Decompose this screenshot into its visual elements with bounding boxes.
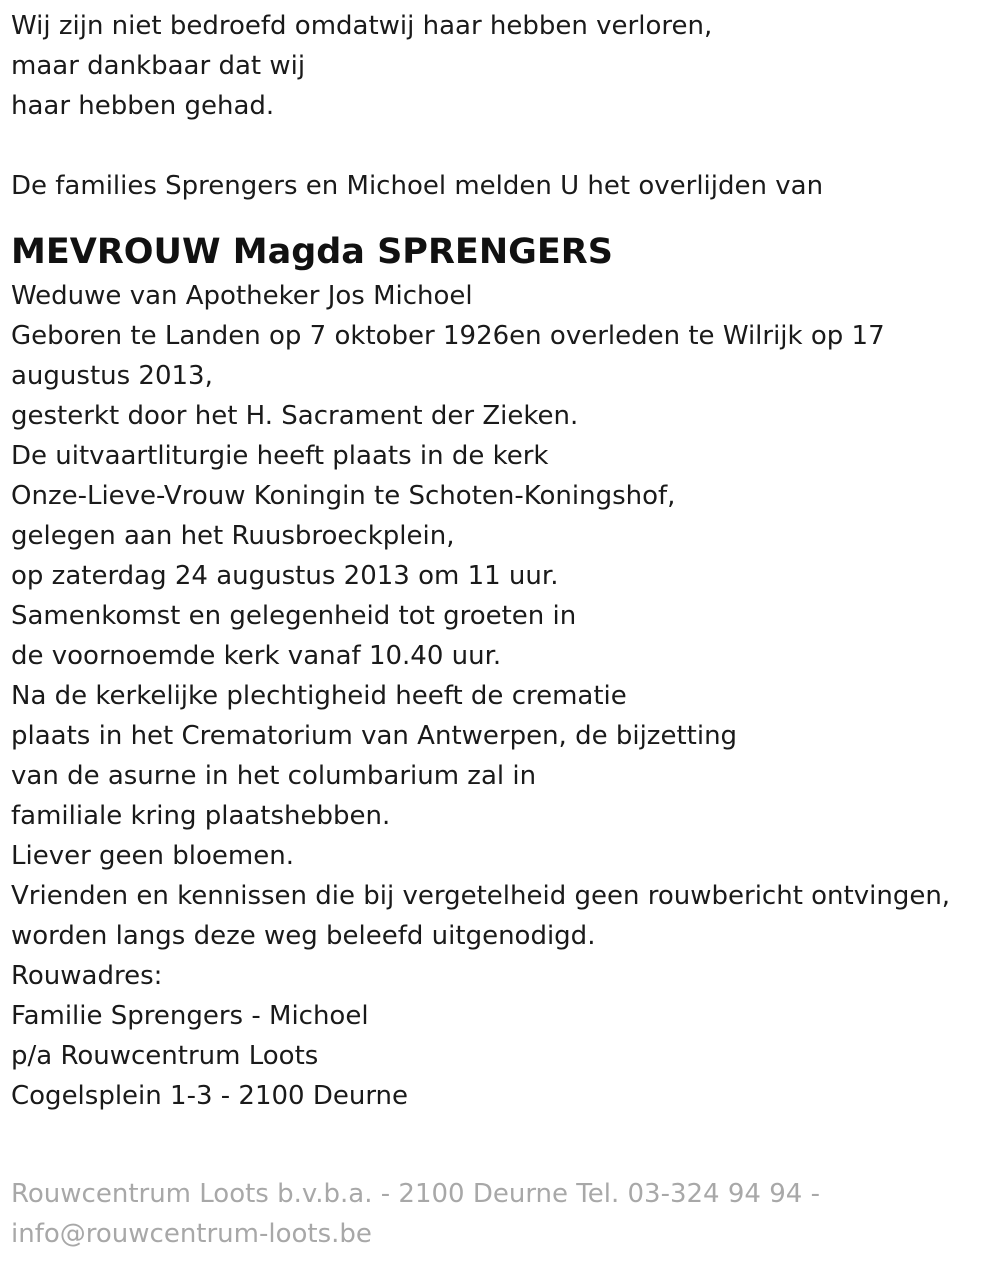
- friends-line: worden langs deze weg beleefd uitgenodigd.: [11, 921, 596, 951]
- address-line: Familie Sprengers - Michoel: [11, 1001, 369, 1031]
- address-label: Rouwadres:: [11, 961, 163, 991]
- gathering-line: Samenkomst en gelegenheid tot groeten in: [11, 601, 577, 631]
- liturgy-line: gelegen aan het Ruusbroeckplein,: [11, 521, 455, 551]
- funeral-home-footer: [11, 1174, 820, 1254]
- poem: [11, 6, 1000, 126]
- address-line: p/a Rouwcentrum Loots: [11, 1041, 319, 1071]
- footer-email: info@rouwcentrum-loots.be: [11, 1219, 372, 1249]
- no-flowers-line: Liever geen bloemen.: [11, 841, 294, 871]
- gathering-line: de voornoemde kerk vanaf 10.40 uur.: [11, 641, 502, 671]
- friends-line: Vrienden en kennissen die bij vergetelheid geen rouwbericht ontvingen,: [11, 881, 951, 911]
- announcement-text: De families Sprengers en Michoel melden U het overlijden van: [11, 171, 824, 201]
- birth-death-line: Geboren te Landen op 7 oktober 1926en overleden te Wilrijk op 17 augustus 2013,: [11, 321, 885, 391]
- poem-line: haar hebben gehad.: [11, 91, 275, 121]
- cremation-line: familiale kring plaatshebben.: [11, 801, 391, 831]
- poem-line: maar dankbaar dat wij: [11, 51, 306, 81]
- spacer: [11, 206, 1000, 228]
- poem-line: Wij zijn niet bedroefd omdatwij haar hebben verloren,: [11, 11, 713, 41]
- spacer: [11, 126, 1000, 166]
- cremation-line: plaats in het Crematorium van Antwerpen, de bijzetting: [11, 721, 738, 751]
- liturgy-line: op zaterdag 24 augustus 2013 om 11 uur.: [11, 561, 559, 591]
- deceased-name: MEVROUW Magda SPRENGERS: [11, 232, 613, 272]
- liturgy-line: Onze-Lieve-Vrouw Koningin te Schoten-Koningshof,: [11, 481, 676, 511]
- obituary-body: [11, 276, 1000, 1116]
- cremation-line: van de asurne in het columbarium zal in: [11, 761, 537, 791]
- cremation-line: Na de kerkelijke plechtigheid heeft de crematie: [11, 681, 627, 711]
- sacrament-line: gesterkt door het H. Sacrament der Zieken.: [11, 401, 579, 431]
- address-line: Cogelsplein 1-3 - 2100 Deurne: [11, 1081, 409, 1111]
- liturgy-line: De uitvaartliturgie heeft plaats in de kerk: [11, 441, 549, 471]
- footer-contact-line: Rouwcentrum Loots b.v.b.a. - 2100 Deurne Tel. 03-324 94 94 -: [11, 1179, 820, 1209]
- widow-line: Weduwe van Apotheker Jos Michoel: [11, 281, 473, 311]
